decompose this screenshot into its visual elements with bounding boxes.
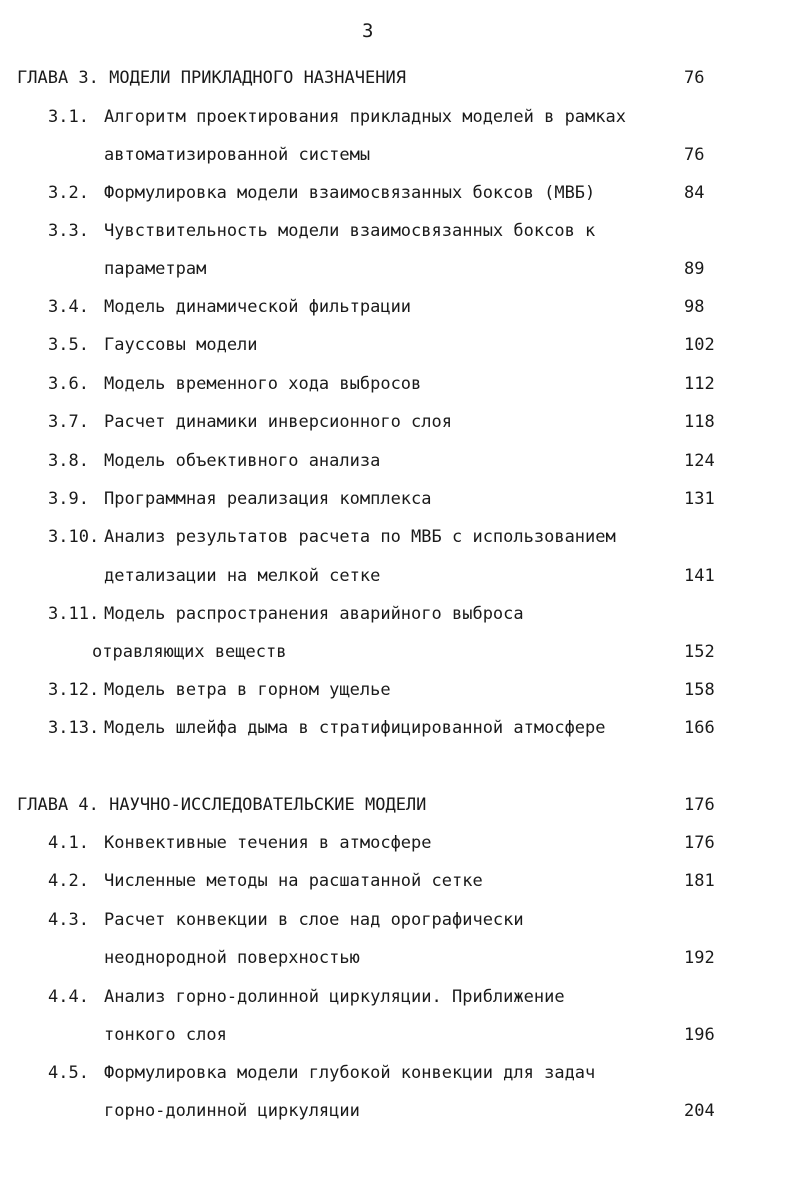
entry-number: 4.1. [48,833,89,853]
entry-page: 141 [684,566,715,586]
entry-number: 3.1. [48,107,89,127]
entry-title-line-2: горно-долинной циркуляции [104,1101,360,1121]
entry-number: 3.2. [48,183,89,203]
entry-title-line-1: Модель шлейфа дыма в стратифицированной атмосфере [104,718,606,738]
entry-title-line-1: Модель ветра в горном ущелье [104,680,391,700]
entry-title-line-1: Программная реализация комплекса [104,489,432,509]
entry-page: 196 [684,1025,715,1045]
entry-number: 3.8. [48,451,89,471]
entry-title-line-2: автоматизированной системы [104,145,371,165]
entry-number: 3.7. [48,412,89,432]
entry-title-line-1: Численные методы на расшатанной сетке [104,871,483,891]
entry-number: 4.2. [48,871,89,891]
entry-title-line-1: Гауссовы модели [104,335,258,355]
entry-page: 152 [684,642,715,662]
entry-number: 3.6. [48,374,89,394]
entry-number: 3.11. [48,604,100,624]
entry-title-line-1: Расчет динамики инверсионного слоя [104,412,452,432]
entry-title-line-2: отравляющих веществ [92,642,287,662]
entry-title-line-2: детализации на мелкой сетке [104,566,381,586]
entry-title-line-1: Анализ горно-долинной циркуляции. Приближение [104,987,565,1007]
entry-title-line-1: Расчет конвекции в слое над орографически [104,910,524,930]
entry-page: 166 [684,718,715,738]
entry-page: 124 [684,451,715,471]
entry-number: 3.3. [48,221,89,241]
entry-title-line-1: Формулировка модели глубокой конвекции для задач [104,1063,596,1083]
entry-page: 84 [684,183,705,203]
entry-title-line-1: Модель динамической фильтрации [104,297,412,317]
entry-page: 181 [684,871,715,891]
entry-title-line-2: параметрам [104,259,207,279]
chapter-3-page: 76 [684,68,705,88]
entry-title-line-2: тонкого слоя [104,1025,227,1045]
entry-page: 158 [684,680,715,700]
entry-page: 131 [684,489,715,509]
entry-page: 89 [684,259,705,279]
entry-title-line-1: Формулировка модели взаимосвязанных боксов (МВБ) [104,183,596,203]
entry-title-line-1: Чувствительность модели взаимосвязанных боксов к [104,221,596,241]
entry-number: 3.5. [48,335,89,355]
entry-title-line-1: Модель объективного анализа [104,451,381,471]
entry-title-line-1: Алгоритм проектирования прикладных моделей в рамках [104,107,626,127]
entry-number: 3.9. [48,489,89,509]
entry-title-line-1: Модель временного хода выбросов [104,374,422,394]
entry-page: 204 [684,1101,715,1121]
entry-number: 4.4. [48,987,89,1007]
chapter-4-title: ГЛАВА 4. НАУЧНО-ИССЛЕДОВАТЕЛЬСКИЕ МОДЕЛИ [17,795,427,815]
chapter-4-page: 176 [684,795,715,815]
entry-number: 4.3. [48,910,89,930]
entry-number: 3.13. [48,718,100,738]
entry-number: 4.5. [48,1063,89,1083]
entry-number: 3.12. [48,680,100,700]
entry-title-line-1: Анализ результатов расчета по МВБ с использованием [104,527,616,547]
entry-title-line-2: неоднородной поверхностью [104,948,360,968]
entry-number: 3.10. [48,527,100,547]
chapter-3-title: ГЛАВА 3. МОДЕЛИ ПРИКЛАДНОГО НАЗНАЧЕНИЯ [17,68,406,88]
entry-title-line-1: Конвективные течения в атмосфере [104,833,432,853]
entry-page: 192 [684,948,715,968]
entry-page: 76 [684,145,705,165]
entry-page: 176 [684,833,715,853]
entry-title-line-1: Модель распространения аварийного выброса [104,604,524,624]
entry-page: 112 [684,374,715,394]
entry-page: 118 [684,412,715,432]
entry-page: 102 [684,335,715,355]
entry-number: 3.4. [48,297,89,317]
page-number: 3 [362,20,374,42]
entry-page: 98 [684,297,705,317]
